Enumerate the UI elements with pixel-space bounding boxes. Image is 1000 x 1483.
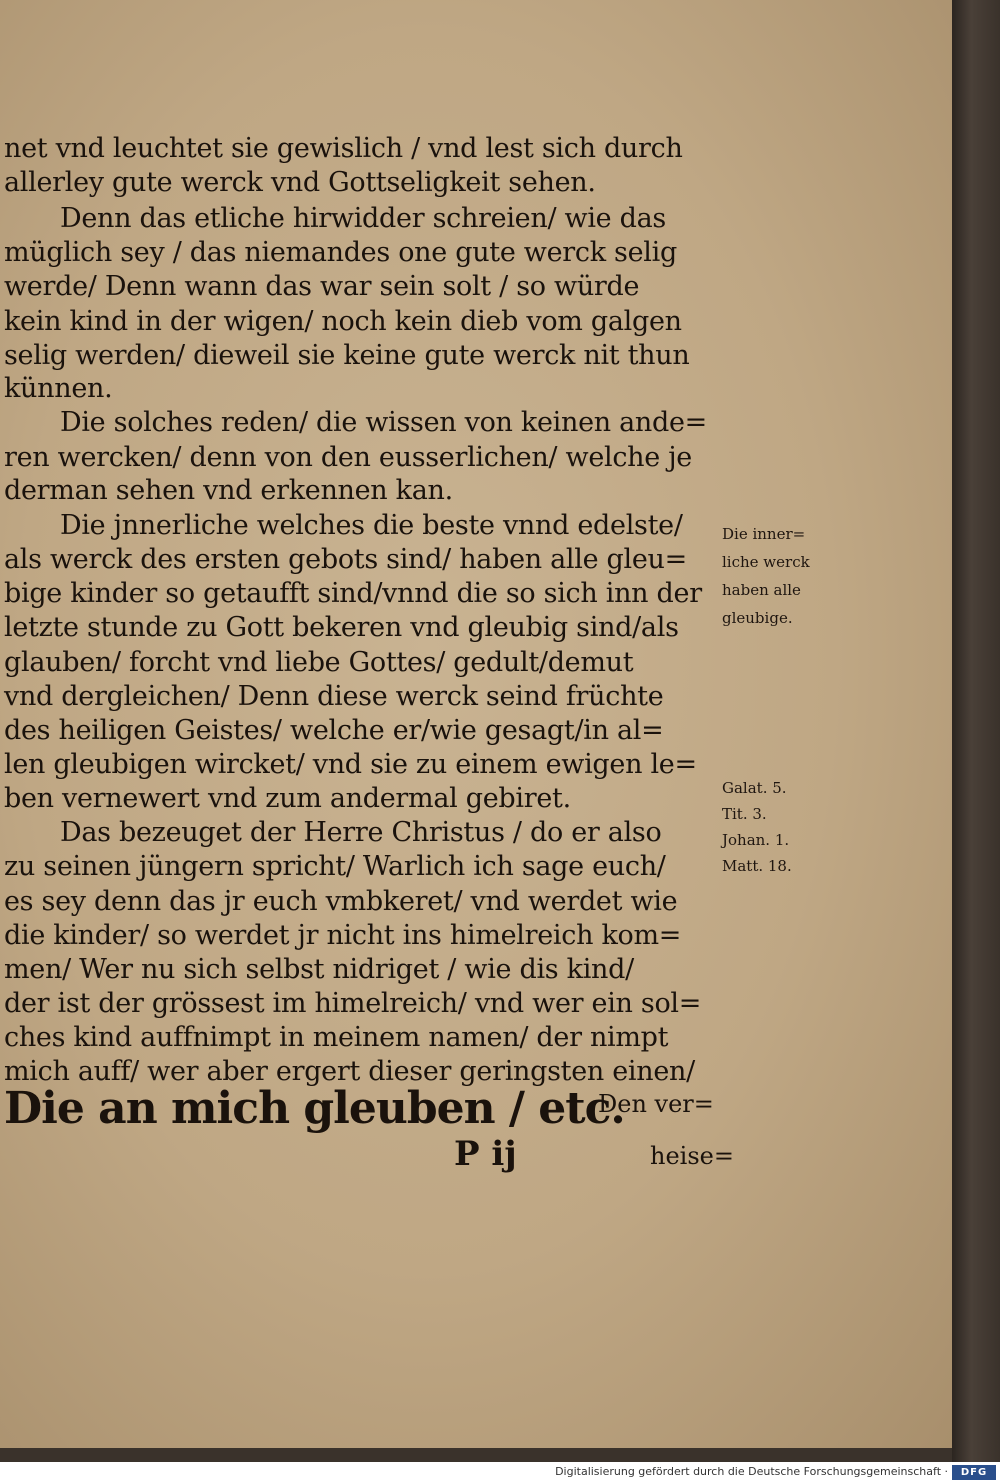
text-line: letzte stunde zu Gott bekeren vnd gleubig sind/als <box>4 612 679 643</box>
scan-edge-right <box>952 0 1000 1462</box>
text-line: als werck des ersten gebots sind/ haben alle gleu= <box>4 544 687 575</box>
text-line: len gleubigen wircket/ vnd sie zu einem ewigen le= <box>4 749 697 780</box>
text-line: net vnd leuchtet sie gewislich / vnd lest sich durch <box>4 133 683 164</box>
text-line: werde/ Denn wann das war sein solt / so würde <box>4 271 640 302</box>
text-line: derman sehen vnd erkennen kan. <box>4 475 453 506</box>
catchword: heise= <box>650 1142 734 1170</box>
text-line: ches kind auffnimpt in meinem namen/ der nimpt <box>4 1022 669 1053</box>
margin-reference: Tit. 3. <box>722 805 767 823</box>
text-line: Denn das etliche hirwidder schreien/ wie das <box>60 203 666 234</box>
margin-note: haben alle <box>722 581 801 599</box>
catchword: Den ver= <box>598 1090 714 1118</box>
footer-bar <box>0 1462 1000 1483</box>
funding-notice: Digitalisierung gefördert durch die Deutsche Forschungsgemeinschaft · <box>555 1465 948 1478</box>
text-line: Die solches reden/ die wissen von keinen ande= <box>60 407 707 438</box>
text-line: der ist der grössest im himelreich/ vnd wer ein sol= <box>4 988 702 1019</box>
scan-edge-bottom <box>0 1448 952 1462</box>
text-line: allerley gute werck vnd Gottseligkeit sehen. <box>4 167 596 198</box>
text-line-large: Die an mich gleuben / etc. <box>4 1083 625 1134</box>
margin-reference: Galat. 5. <box>722 779 787 797</box>
text-line: müglich sey / das niemandes one gute werck selig <box>4 237 677 268</box>
margin-note: liche werck <box>722 553 810 571</box>
text-line: mich auff/ wer aber ergert dieser geringsten einen/ <box>4 1056 695 1087</box>
margin-reference: Johan. 1. <box>722 831 790 849</box>
text-line: men/ Wer nu sich selbst nidriget / wie dis kind/ <box>4 954 634 985</box>
text-line: zu seinen jüngern spricht/ Warlich ich sage euch/ <box>4 851 666 882</box>
text-line: Die jnnerliche welches die beste vnnd edelste/ <box>60 510 683 541</box>
text-line: ren wercken/ denn von den eusserlichen/ welche je <box>4 442 692 473</box>
text-line: es sey denn das jr euch vmbkeret/ vnd werdet wie <box>4 886 678 917</box>
text-line: bige kinder so getaufft sind/vnnd die so sich inn der <box>4 578 702 609</box>
text-line: ben vernewert vnd zum andermal gebiret. <box>4 783 571 814</box>
signature-mark: P ij <box>454 1134 517 1174</box>
margin-reference: Matt. 18. <box>722 857 792 875</box>
text-line: künnen. <box>4 373 113 404</box>
text-line: die kinder/ so werdet jr nicht ins himelreich kom= <box>4 920 682 951</box>
margin-note: gleubige. <box>722 609 793 627</box>
text-line: kein kind in der wigen/ noch kein dieb vom galgen <box>4 306 682 337</box>
text-line: glauben/ forcht vnd liebe Gottes/ gedult/demut <box>4 647 634 678</box>
text-line: selig werden/ dieweil sie keine gute werck nit thun <box>4 340 690 371</box>
text-line: Das bezeuget der Herre Christus / do er also <box>60 817 662 848</box>
text-line: vnd dergleichen/ Denn diese werck seind früchte <box>4 681 664 712</box>
dfg-logo-icon: DFG <box>952 1465 996 1480</box>
text-line: des heiligen Geistes/ welche er/wie gesagt/in al= <box>4 715 664 746</box>
margin-note: Die inner= <box>722 525 806 543</box>
